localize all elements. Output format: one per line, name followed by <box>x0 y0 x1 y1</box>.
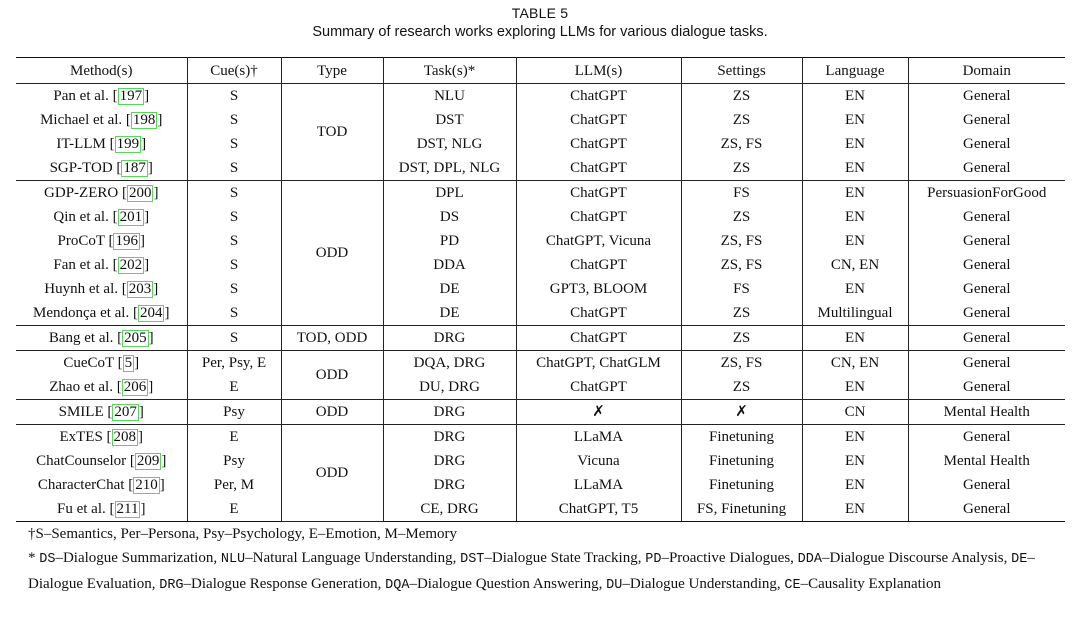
llm-cell: ChatGPT, T5 <box>516 497 681 522</box>
domain-cell: General <box>908 326 1065 351</box>
settings-cell: ZS <box>681 108 802 132</box>
type-cell: TOD <box>281 84 383 181</box>
settings-cell: Finetuning <box>681 449 802 473</box>
table-row <box>16 181 1065 206</box>
type-cell: ODD <box>281 400 383 425</box>
method-name: Zhao et al. <box>49 379 113 395</box>
cue-cell: S <box>187 253 281 277</box>
domain-cell: General <box>908 277 1065 301</box>
task-cell: DST, NLG <box>383 132 516 156</box>
domain-cell: Mental Health <box>908 400 1065 425</box>
citation-link[interactable]: 210 <box>135 477 158 493</box>
citation-link[interactable]: 200 <box>128 185 152 201</box>
table-row <box>16 473 1065 497</box>
llm-cell: LLaMA <box>516 425 681 450</box>
domain-cell: General <box>908 253 1065 277</box>
table-title: Summary of research works exploring LLMs for various dialogue tasks. <box>312 24 768 40</box>
footnote-cues <box>28 522 1058 546</box>
method-cell: ChatCounselor [ 209 ] <box>16 449 187 473</box>
cue-cell: Per, M <box>187 473 281 497</box>
language-cell: CN <box>802 400 908 425</box>
cue-cell: S <box>187 326 281 351</box>
abbr-term: CE <box>784 578 801 593</box>
domain-cell: General <box>908 205 1065 229</box>
header-domain: Domain <box>908 58 1065 84</box>
llm-cell: ✗ <box>516 400 681 425</box>
language-cell: EN <box>802 326 908 351</box>
llm-cell: LLaMA <box>516 473 681 497</box>
llm-cell: ChatGPT, Vicuna <box>516 229 681 253</box>
settings-cell: ZS <box>681 205 802 229</box>
llm-cell: ChatGPT <box>516 132 681 156</box>
cue-cell: E <box>187 497 281 522</box>
domain-cell: General <box>908 497 1065 522</box>
abbr-term: DDA <box>797 552 822 567</box>
method-cell: ExTES [ 208 ] <box>16 425 187 450</box>
settings-cell: Finetuning <box>681 473 802 497</box>
citation-link[interactable]: 205 <box>124 330 147 346</box>
domain-cell: Mental Health <box>908 449 1065 473</box>
method-cell: Huynh et al. [ 203 ] <box>16 277 187 301</box>
citation-link[interactable]: 206 <box>123 379 147 395</box>
method-name: CharacterChat <box>37 477 125 493</box>
language-cell: EN <box>802 132 908 156</box>
citation-link[interactable]: 204 <box>139 305 163 321</box>
method-name: SMILE <box>58 404 104 420</box>
method-name: CueCoT <box>63 355 114 371</box>
method-cell: Mendonça et al. [ 204 ] <box>16 301 187 326</box>
table-row <box>16 400 1065 425</box>
citation-link[interactable]: 211 <box>116 501 139 517</box>
table-row <box>16 449 1065 473</box>
language-cell: EN <box>802 84 908 109</box>
abbr-definition: Causality Explanation <box>808 576 941 592</box>
abbr-term: DQA <box>385 578 410 593</box>
language-cell: CN, EN <box>802 351 908 376</box>
settings-cell: ZS <box>681 375 802 400</box>
type-cell: ODD <box>281 425 383 522</box>
llm-cell: ChatGPT <box>516 301 681 326</box>
abbr-definition: Dialogue Understanding <box>629 576 777 592</box>
task-cell: DST <box>383 108 516 132</box>
citation-link[interactable]: 199 <box>116 136 140 152</box>
settings-cell: ✗ <box>681 400 802 425</box>
table-row <box>16 156 1065 181</box>
footnote-tasks-marker: * <box>28 550 36 566</box>
header-cues: Cue(s)† <box>187 58 281 84</box>
method-name: IT-LLM <box>56 136 106 152</box>
settings-cell: ZS <box>681 156 802 181</box>
cue-cell: S <box>187 108 281 132</box>
method-name: Huynh et al. <box>44 281 118 297</box>
language-cell: EN <box>802 277 908 301</box>
citation-link[interactable]: 203 <box>128 281 152 297</box>
llm-cell: ChatGPT <box>516 375 681 400</box>
task-cell: DS <box>383 205 516 229</box>
method-cell: CueCoT [ 5 ] <box>16 351 187 376</box>
task-cell: DRG <box>383 449 516 473</box>
method-name: ExTES <box>59 429 103 445</box>
settings-cell: ZS <box>681 326 802 351</box>
abbr-definition: Natural Language Understanding <box>252 550 453 566</box>
table-label: TABLE 5 <box>511 5 569 21</box>
abbr-term: PD <box>645 552 662 567</box>
cue-cell: S <box>187 205 281 229</box>
table-body <box>16 84 1065 522</box>
header-settings: Settings <box>681 58 802 84</box>
abbr-term: DS <box>39 552 56 567</box>
domain-cell: General <box>908 132 1065 156</box>
task-cell: PD <box>383 229 516 253</box>
settings-cell: ZS, FS <box>681 229 802 253</box>
abbr-term: DE <box>1011 552 1028 567</box>
abbr-definition: Dialogue Summarization <box>62 550 214 566</box>
header-type: Type <box>281 58 383 84</box>
task-cell: DQA, DRG <box>383 351 516 376</box>
cue-cell: S <box>187 84 281 109</box>
citation-link[interactable]: 197 <box>119 88 143 104</box>
method-cell: Pan et al. [ 197 ] <box>16 84 187 109</box>
table-row <box>16 277 1065 301</box>
settings-cell: FS, Finetuning <box>681 497 802 522</box>
abbr-term: NLU <box>220 552 246 567</box>
method-name: Fan et al. <box>53 257 109 273</box>
table-row <box>16 351 1065 376</box>
citation-link[interactable]: 209 <box>136 453 160 469</box>
table-row <box>16 84 1065 109</box>
settings-cell: ZS <box>681 84 802 109</box>
header-method: Method(s) <box>16 58 187 84</box>
cue-cell: Per, Psy, E <box>187 351 281 376</box>
domain-cell: General <box>908 301 1065 326</box>
citation-link[interactable]: 196 <box>115 233 138 249</box>
citation-link[interactable]: 208 <box>113 429 137 445</box>
table-row <box>16 108 1065 132</box>
footnote-cues-marker: † <box>28 526 36 542</box>
language-cell: EN <box>802 473 908 497</box>
llm-cell: ChatGPT <box>516 326 681 351</box>
table-row <box>16 132 1065 156</box>
language-cell: EN <box>802 425 908 450</box>
settings-cell: ZS, FS <box>681 132 802 156</box>
method-cell: Bang et al. [ 205 ] <box>16 326 187 351</box>
citation-link[interactable]: 5 <box>124 355 133 371</box>
domain-cell: General <box>908 229 1065 253</box>
cue-cell: Psy <box>187 400 281 425</box>
domain-cell: General <box>908 473 1065 497</box>
citation-link[interactable]: 201 <box>119 209 143 225</box>
llm-cell: ChatGPT <box>516 84 681 109</box>
cue-cell: S <box>187 301 281 326</box>
settings-cell: ZS, FS <box>681 351 802 376</box>
cue-cell: S <box>187 229 281 253</box>
cue-cell: S <box>187 277 281 301</box>
table-row <box>16 229 1065 253</box>
abbr-term: DST <box>460 552 485 567</box>
abbr-definition: Dialogue Question Answering <box>416 576 599 592</box>
method-cell: ProCoT [ 196 ] <box>16 229 187 253</box>
language-cell: EN <box>802 108 908 132</box>
method-cell: Fan et al. [ 202 ] <box>16 253 187 277</box>
type-cell: ODD <box>281 181 383 326</box>
language-cell: Multilingual <box>802 301 908 326</box>
abbr-term: DU <box>606 578 623 593</box>
llm-cell: ChatGPT <box>516 108 681 132</box>
llm-cell: ChatGPT <box>516 205 681 229</box>
cue-cell: S <box>187 156 281 181</box>
language-cell: EN <box>802 181 908 206</box>
cue-cell: E <box>187 375 281 400</box>
table-row <box>16 425 1065 450</box>
task-cell: DPL <box>383 181 516 206</box>
llm-cell: GPT3, BLOOM <box>516 277 681 301</box>
header-llms: LLM(s) <box>516 58 681 84</box>
footnotes <box>28 522 1058 598</box>
method-name: Michael et al. <box>40 112 123 128</box>
cue-cell: S <box>187 181 281 206</box>
settings-cell: FS <box>681 277 802 301</box>
domain-cell: General <box>908 108 1065 132</box>
llm-cell: ChatGPT <box>516 156 681 181</box>
method-name: Pan et al. <box>53 88 109 104</box>
domain-cell: General <box>908 351 1065 376</box>
llm-cell: ChatGPT <box>516 253 681 277</box>
citation-link[interactable]: 202 <box>119 257 143 273</box>
abbr-definition: Dialogue State Tracking <box>491 550 638 566</box>
method-name: Qin et al. <box>53 209 109 225</box>
task-cell: DRG <box>383 326 516 351</box>
table-row <box>16 253 1065 277</box>
cue-cell: S <box>187 132 281 156</box>
settings-cell: ZS <box>681 301 802 326</box>
citation-link[interactable]: 187 <box>123 160 146 176</box>
table-row <box>16 326 1065 351</box>
task-cell: DDA <box>383 253 516 277</box>
task-cell: DRG <box>383 473 516 497</box>
citation-link[interactable]: 198 <box>132 112 156 128</box>
method-cell: Fu et al. [ 211 ] <box>16 497 187 522</box>
method-cell: Michael et al. [ 198 ] <box>16 108 187 132</box>
task-cell: DRG <box>383 400 516 425</box>
method-cell: IT-LLM [ 199 ] <box>16 132 187 156</box>
domain-cell: General <box>908 84 1065 109</box>
method-cell: Qin et al. [ 201 ] <box>16 205 187 229</box>
cue-cell: E <box>187 425 281 450</box>
domain-cell: General <box>908 156 1065 181</box>
method-name: ChatCounselor <box>36 453 127 469</box>
footnote-tasks: * DS–Dialogue Summarization, NLU–Natural Language Understanding, DST–Dialogue State Tracking, PD–Proactive Dialogues, DDA–Dialogue Discourse Analysis, DE–Dialogue Evaluation, DRG–Dialogue Response Generation, DQA–Dialogue Question Answering, DU–Dialogue Understanding, CE–Causality Explanation <box>28 550 1035 593</box>
method-name: SGP-TOD <box>49 160 113 176</box>
table-row <box>16 497 1065 522</box>
llm-cell: Vicuna <box>516 449 681 473</box>
language-cell: EN <box>802 449 908 473</box>
header-tasks: Task(s)* <box>383 58 516 84</box>
settings-cell: ZS, FS <box>681 253 802 277</box>
table-row <box>16 301 1065 326</box>
language-cell: EN <box>802 497 908 522</box>
settings-cell: Finetuning <box>681 425 802 450</box>
table-row <box>16 375 1065 400</box>
task-cell: CE, DRG <box>383 497 516 522</box>
method-cell: CharacterChat [ 210 ] <box>16 473 187 497</box>
method-name: GDP-ZERO <box>44 185 119 201</box>
llm-cell: ChatGPT <box>516 181 681 206</box>
language-cell: CN, EN <box>802 253 908 277</box>
task-cell: DU, DRG <box>383 375 516 400</box>
domain-cell: General <box>908 425 1065 450</box>
method-cell: Zhao et al. [ 206 ] <box>16 375 187 400</box>
citation-link[interactable]: 207 <box>114 404 137 420</box>
language-cell: EN <box>802 205 908 229</box>
domain-cell: PersuasionForGood <box>908 181 1065 206</box>
method-name: Mendonça et al. <box>33 305 130 321</box>
summary-table <box>16 57 1065 522</box>
header-row <box>16 58 1065 84</box>
cue-cell: Psy <box>187 449 281 473</box>
abbr-term: DRG <box>159 578 184 593</box>
abbr-definition: Dialogue Evaluation <box>28 576 152 592</box>
type-cell: TOD, ODD <box>281 326 383 351</box>
header-language: Language <box>802 58 908 84</box>
task-cell: NLU <box>383 84 516 109</box>
domain-cell: General <box>908 375 1065 400</box>
method-cell: GDP-ZERO [ 200 ] <box>16 181 187 206</box>
abbr-definition: Dialogue Discourse Analysis <box>829 550 1004 566</box>
type-cell: ODD <box>281 351 383 400</box>
language-cell: EN <box>802 229 908 253</box>
abbr-definition: Proactive Dialogues <box>668 550 791 566</box>
method-cell: SMILE [ 207 ] <box>16 400 187 425</box>
abbr-definition: Dialogue Response Generation <box>191 576 378 592</box>
method-name: Fu et al. <box>57 501 106 517</box>
task-cell: DST, DPL, NLG <box>383 156 516 181</box>
task-cell: DE <box>383 277 516 301</box>
method-name: Bang et al. <box>48 330 114 346</box>
task-cell: DE <box>383 301 516 326</box>
table-row <box>16 205 1065 229</box>
settings-cell: FS <box>681 181 802 206</box>
method-cell: SGP-TOD [ 187 ] <box>16 156 187 181</box>
language-cell: EN <box>802 156 908 181</box>
task-cell: DRG <box>383 425 516 450</box>
method-name: ProCoT <box>57 233 105 249</box>
footnote-cues-text: S–Semantics, Per–Persona, Psy–Psychology, E–Emotion, M–Memory <box>35 526 458 542</box>
language-cell: EN <box>802 375 908 400</box>
llm-cell: ChatGPT, ChatGLM <box>516 351 681 376</box>
